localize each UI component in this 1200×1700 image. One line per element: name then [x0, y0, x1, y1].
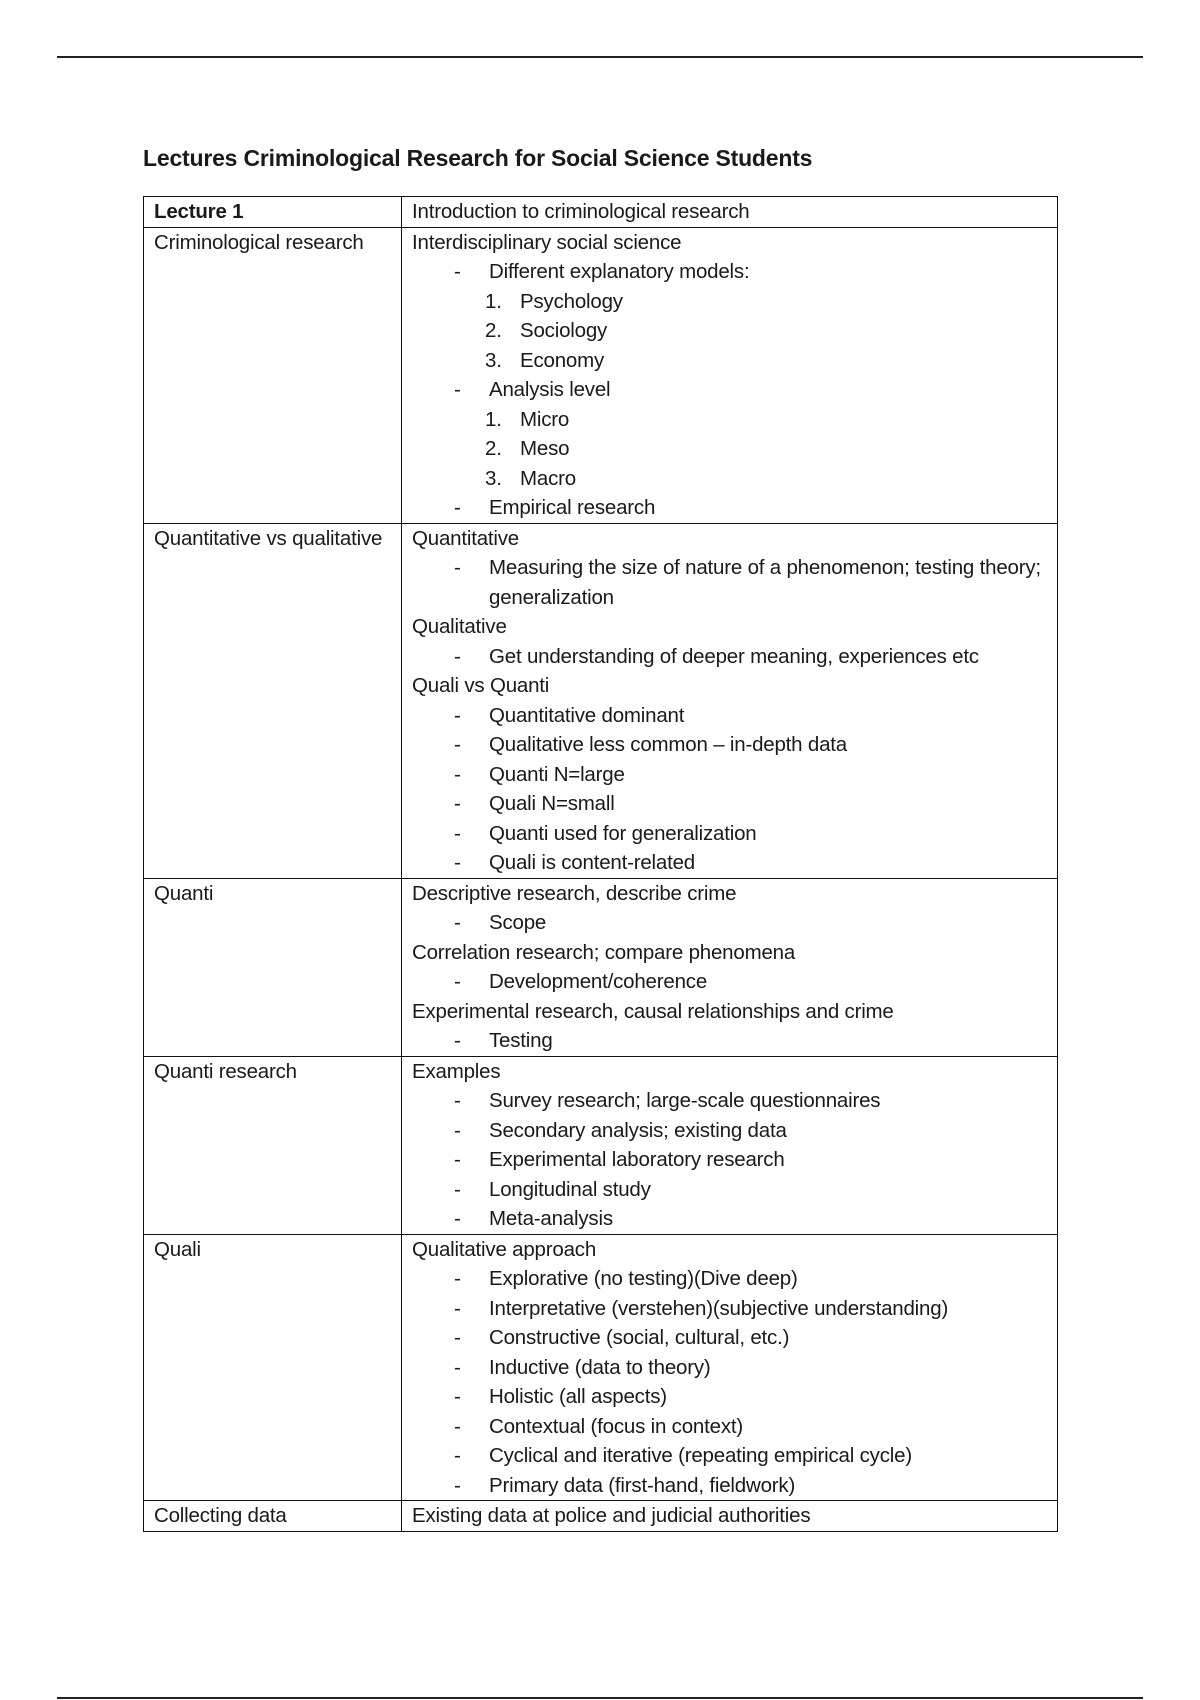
bullet-text: Cyclical and iterative (repeating empirical cycle): [489, 1444, 912, 1467]
bullet-text: Experimental laboratory research: [489, 1148, 785, 1171]
bullet-text: Survey research; large-scale questionnaires: [489, 1089, 881, 1112]
bullet-text: Measuring the size of nature of a phenomenon; testing theory; generalization: [489, 556, 1041, 609]
row-topic: Quanti: [144, 878, 402, 1056]
dash-bullet-icon: -: [454, 1326, 461, 1349]
dash-bullet-icon: -: [454, 703, 461, 727]
numbered-item: [412, 316, 1047, 346]
row-topic: Quanti research: [144, 1056, 402, 1234]
dash-bullet-icon: -: [454, 1029, 461, 1052]
bullet-text: Qualitative less common – in-depth data: [489, 733, 847, 756]
bullet-item: [412, 1026, 1047, 1056]
paragraph: Existing data at police and judicial authorities: [412, 1504, 811, 1527]
item-number: 2.: [485, 319, 502, 342]
bullet-text: Interpretative (verstehen)(subjective understanding): [489, 1296, 949, 1320]
bullet-item: [412, 1204, 1047, 1234]
dash-bullet-icon: -: [454, 378, 461, 401]
bullet-item: [412, 1441, 1047, 1471]
paragraph: Qualitative: [412, 615, 507, 638]
table-row: [144, 878, 1058, 1056]
row-topic: Quantitative vs qualitative: [144, 523, 402, 878]
bullet-item: [412, 760, 1047, 790]
header-rule: [57, 56, 1143, 58]
bullet-text: Get understanding of deeper meaning, experiences etc: [489, 644, 979, 668]
dash-bullet-icon: -: [454, 911, 461, 934]
dash-bullet-icon: -: [454, 851, 461, 874]
table-row: [144, 1234, 1058, 1501]
bullet-item: [412, 257, 1047, 287]
bullet-item: [412, 1175, 1047, 1205]
numbered-item: [412, 464, 1047, 494]
row-content: [402, 1501, 1058, 1532]
bullet-item: [412, 1145, 1047, 1175]
bullet-item: [412, 967, 1047, 997]
bullet-text: Secondary analysis; existing data: [489, 1118, 787, 1142]
row-content: [402, 1056, 1058, 1234]
dash-bullet-icon: -: [454, 1148, 461, 1171]
dash-bullet-icon: -: [454, 1414, 461, 1438]
item-text: Psychology: [520, 289, 623, 313]
bullet-text: Quanti N=large: [489, 762, 625, 786]
item-number: 2.: [485, 437, 502, 460]
dash-bullet-icon: -: [454, 1296, 461, 1320]
dash-bullet-icon: -: [454, 1444, 461, 1467]
bullet-text: Constructive (social, cultural, etc.): [489, 1326, 790, 1349]
table-header-row: [144, 197, 1058, 228]
numbered-item: [412, 434, 1047, 464]
bullet-item: [412, 1353, 1047, 1383]
row-content: [402, 1234, 1058, 1501]
bullet-item: [412, 1412, 1047, 1442]
row-content: [402, 523, 1058, 878]
dash-bullet-icon: -: [454, 733, 461, 756]
table-row: [144, 1501, 1058, 1532]
bullet-item: [412, 1471, 1047, 1501]
bullet-text: Quantitative dominant: [489, 703, 685, 727]
dash-bullet-icon: -: [454, 1177, 461, 1201]
dash-bullet-icon: -: [454, 1118, 461, 1142]
paragraph: Quantitative: [412, 526, 519, 550]
bullet-item: [412, 1323, 1047, 1353]
bullet-text: Quanti used for generalization: [489, 821, 757, 845]
footer-rule: [57, 1697, 1143, 1699]
dash-bullet-icon: -: [454, 1089, 461, 1112]
item-number: 1.: [485, 289, 502, 313]
dash-bullet-icon: -: [454, 792, 461, 815]
paragraph: Quali vs Quanti: [412, 674, 550, 697]
lecture-topic: Introduction to criminological research: [402, 197, 1058, 228]
dash-bullet-icon: -: [454, 1473, 461, 1497]
numbered-item: [412, 287, 1047, 317]
item-number: 3.: [485, 466, 502, 490]
table-row: [144, 1056, 1058, 1234]
paragraph: Qualitative approach: [412, 1237, 597, 1261]
document-title: Lectures Criminological Research for Social Science Students: [143, 145, 813, 171]
bullet-text: Different explanatory models:: [489, 260, 750, 283]
dash-bullet-icon: -: [454, 260, 461, 283]
bullet-item: [412, 1086, 1047, 1116]
dash-bullet-icon: -: [454, 762, 461, 786]
bullet-item: [412, 642, 1047, 672]
bullet-item: [412, 375, 1047, 405]
bullet-text: Scope: [489, 911, 547, 934]
dash-bullet-icon: -: [454, 496, 461, 519]
item-text: Macro: [520, 466, 576, 490]
item-text: Micro: [520, 407, 570, 431]
bullet-text: Testing: [489, 1029, 553, 1052]
numbered-item: [412, 346, 1047, 376]
dash-bullet-icon: -: [454, 1207, 461, 1230]
lecture-notes-table: [143, 196, 1058, 1532]
dash-bullet-icon: -: [454, 970, 461, 993]
bullet-text: Holistic (all aspects): [489, 1385, 667, 1408]
lecture-number: Lecture 1: [144, 197, 402, 228]
dash-bullet-icon: -: [454, 1355, 461, 1379]
dash-bullet-icon: -: [454, 821, 461, 845]
item-text: Economy: [520, 348, 605, 372]
paragraph: Interdisciplinary social science: [412, 230, 682, 254]
paragraph: Experimental research, causal relationships and crime: [412, 999, 894, 1023]
bullet-item: [412, 908, 1047, 938]
row-content: [402, 878, 1058, 1056]
bullet-item: [412, 819, 1047, 849]
dash-bullet-icon: -: [454, 1267, 461, 1290]
paragraph: Correlation research; compare phenomena: [412, 940, 796, 964]
item-text: Meso: [520, 437, 570, 460]
bullet-text: Development/coherence: [489, 970, 708, 993]
numbered-item: [412, 405, 1047, 435]
bullet-item: [412, 848, 1047, 878]
bullet-text: Explorative (no testing)(Dive deep): [489, 1267, 798, 1290]
item-text: Sociology: [520, 319, 608, 342]
item-number: 1.: [485, 407, 502, 431]
bullet-item: [412, 493, 1047, 523]
bullet-item: [412, 553, 1047, 612]
table-row: [144, 523, 1058, 878]
bullet-text: Quali is content-related: [489, 851, 696, 874]
bullet-text: Inductive (data to theory): [489, 1355, 711, 1379]
row-topic: Quali: [144, 1234, 402, 1501]
bullet-item: [412, 701, 1047, 731]
bullet-text: Empirical research: [489, 496, 656, 519]
dash-bullet-icon: -: [454, 644, 461, 668]
item-number: 3.: [485, 348, 502, 372]
bullet-text: Longitudinal study: [489, 1177, 651, 1201]
bullet-text: Primary data (first-hand, fieldwork): [489, 1473, 796, 1497]
bullet-text: Meta-analysis: [489, 1207, 613, 1230]
bullet-text: Analysis level: [489, 378, 611, 401]
dash-bullet-icon: -: [454, 556, 461, 579]
row-topic: Collecting data: [144, 1501, 402, 1532]
paragraph: Descriptive research, describe crime: [412, 881, 737, 905]
bullet-item: [412, 1294, 1047, 1324]
bullet-text: Quali N=small: [489, 792, 615, 815]
bullet-text: Contextual (focus in context): [489, 1414, 743, 1438]
bullet-item: [412, 1116, 1047, 1146]
bullet-item: [412, 789, 1047, 819]
table-row: [144, 227, 1058, 523]
bullet-item: [412, 1382, 1047, 1412]
row-topic: Criminological research: [144, 227, 402, 523]
paragraph: Examples: [412, 1059, 501, 1083]
row-content: [402, 227, 1058, 523]
bullet-item: [412, 730, 1047, 760]
bullet-item: [412, 1264, 1047, 1294]
dash-bullet-icon: -: [454, 1385, 461, 1408]
